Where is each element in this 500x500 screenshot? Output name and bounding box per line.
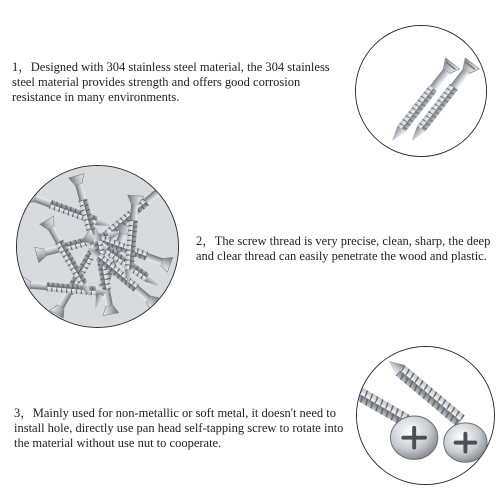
pile-of-screws-image <box>16 165 179 328</box>
feature-number-3: 3， <box>14 406 33 420</box>
feature-point-2 <box>196 234 494 264</box>
feature-point-3 <box>14 406 346 451</box>
feature-number-1: 1， <box>12 60 31 74</box>
phillips-flat-head-screws-image <box>356 346 495 485</box>
feature-text-3: Mainly used for non-metallic or soft metal, it doesn't need to install hole, directly use pan head self-tapping screw to rotate into the material without use nut to cooperate. <box>14 406 344 450</box>
feature-text-1: Designed with 304 stainless steel material, the 304 stainless steel material provides strength and offers good corrosion resistance in many environments. <box>12 60 330 104</box>
feature-point-1 <box>12 60 347 105</box>
two-countersunk-screws-image <box>355 25 487 157</box>
feature-text-2: The screw thread is very precise, clean, sharp, the deep and clear thread can easily penetrate the wood and plastic. <box>196 234 491 263</box>
feature-number-2: 2， <box>196 234 215 248</box>
